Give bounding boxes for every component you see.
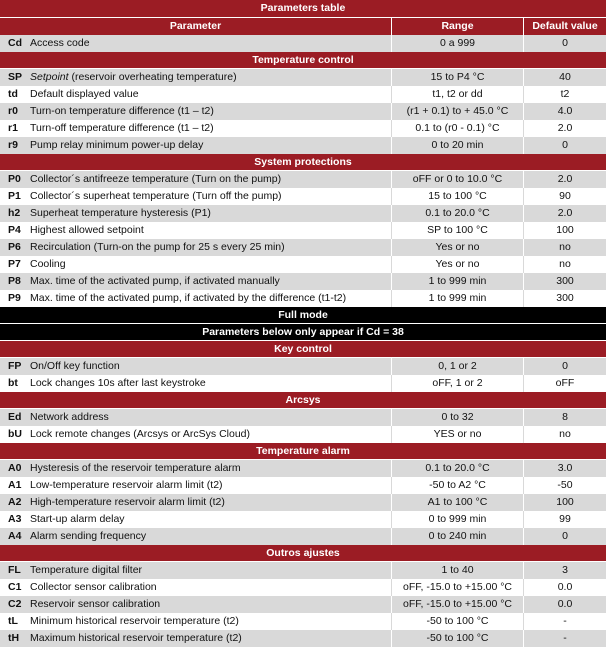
table-row <box>0 239 606 256</box>
parameter-default: -50 <box>523 477 606 494</box>
table-title: Parameters table <box>0 0 606 18</box>
header-parameter: Parameter <box>169 20 222 32</box>
parameter-description: Default displayed value <box>30 88 139 100</box>
parameter-range: 0 to 240 min <box>391 528 523 545</box>
parameter-range: 0.1 to 20.0 °C <box>391 205 523 222</box>
parameter-description <box>27 69 391 86</box>
parameter-range: YES or no <box>391 426 523 443</box>
table-row <box>0 273 606 290</box>
parameter-description: Max. time of the activated pump, if activated by the difference (t1-t2) <box>30 292 347 304</box>
parameter-default: 300 <box>523 290 606 307</box>
section-header <box>0 154 606 171</box>
parameter-range: -50 to A2 °C <box>391 477 523 494</box>
parameter-default: 99 <box>523 511 606 528</box>
parameter-range: 1 to 40 <box>391 562 523 579</box>
parameter-code: tH <box>8 632 20 644</box>
parameter-code: Ed <box>8 411 22 423</box>
parameter-description: Recirculation (Turn-on the pump for 25 s every 25 min) <box>30 241 285 253</box>
table-row <box>0 358 606 375</box>
parameter-description: Collector sensor calibration <box>30 581 157 593</box>
table-row <box>0 205 606 222</box>
parameter-description: Superheat temperature hysteresis (P1) <box>30 207 211 219</box>
section-header <box>0 52 606 69</box>
table-row <box>0 613 606 630</box>
table-row <box>0 35 606 52</box>
parameter-description: Start-up alarm delay <box>30 513 125 525</box>
table-row <box>0 222 606 239</box>
table-row <box>0 171 606 188</box>
parameter-description: Low-temperature reservoir alarm limit (t2) <box>30 479 223 491</box>
table-row <box>0 103 606 120</box>
parameter-default: - <box>523 613 606 630</box>
parameter-code: FP <box>8 360 22 372</box>
parameter-default: 0.0 <box>523 596 606 613</box>
parameter-description: Maximum historical reservoir temperature (t2) <box>30 632 242 644</box>
parameter-description: Highest allowed setpoint <box>30 224 144 236</box>
parameter-range: 0 to 20 min <box>391 137 523 154</box>
parameter-range: 0 to 32 <box>391 409 523 426</box>
parameter-code: P0 <box>8 173 21 185</box>
table-row <box>0 630 606 647</box>
header-range: Range <box>391 18 523 35</box>
parameter-description-text: (reservoir overheating temperature) <box>68 71 237 83</box>
parameter-code: Cd <box>8 37 22 49</box>
parameter-default: 0 <box>523 35 606 52</box>
section-title: Arcsys <box>285 394 321 406</box>
parameter-default: no <box>523 426 606 443</box>
parameter-code: P1 <box>8 190 21 202</box>
parameter-description: On/Off key function <box>30 360 120 372</box>
parameter-range: 0.1 to (r0 - 0.1) °C <box>391 120 523 137</box>
parameter-range: 1 to 999 min <box>391 273 523 290</box>
parameter-code: td <box>8 88 18 100</box>
table-body <box>0 35 606 647</box>
parameter-code: FL <box>8 564 21 576</box>
parameter-code: tL <box>8 615 18 627</box>
parameter-code: r9 <box>8 139 18 151</box>
table-row <box>0 120 606 137</box>
mode-banner <box>0 324 606 341</box>
parameter-description: Alarm sending frequency <box>30 530 147 542</box>
mode-banner <box>0 307 606 324</box>
parameter-description: Cooling <box>30 258 66 270</box>
parameter-description: Collector´s superheat temperature (Turn off the pump) <box>30 190 282 202</box>
parameter-range: 0.1 to 20.0 °C <box>391 460 523 477</box>
parameter-default: 0 <box>523 358 606 375</box>
parameter-description: Turn-off temperature difference (t1 – t2) <box>30 122 214 134</box>
parameter-code: bt <box>8 377 18 389</box>
parameter-range: oFF or 0 to 10.0 °C <box>391 171 523 188</box>
parameter-default: 90 <box>523 188 606 205</box>
parameter-code: A3 <box>8 513 22 525</box>
parameter-description: Temperature digital filter <box>30 564 143 576</box>
table-row <box>0 188 606 205</box>
parameter-range: (r1 + 0.1) to + 45.0 °C <box>391 103 523 120</box>
parameter-code: A0 <box>8 462 22 474</box>
parameter-description: Turn-on temperature difference (t1 – t2) <box>30 105 214 117</box>
parameter-default: 100 <box>523 494 606 511</box>
parameter-description: Pump relay minimum power-up delay <box>30 139 204 151</box>
parameter-range: SP to 100 °C <box>391 222 523 239</box>
parameter-default: 40 <box>523 69 606 86</box>
parameter-code: r0 <box>8 105 18 117</box>
parameter-code: A4 <box>8 530 22 542</box>
table-row <box>0 86 606 103</box>
table-row <box>0 511 606 528</box>
section-header <box>0 341 606 358</box>
section-header <box>0 392 606 409</box>
table-row <box>0 409 606 426</box>
parameter-default: 3 <box>523 562 606 579</box>
parameter-code: A1 <box>8 479 22 491</box>
table-row <box>0 426 606 443</box>
parameter-range: oFF, 1 or 2 <box>391 375 523 392</box>
parameter-range: oFF, -15.0 to +15.00 °C <box>391 579 523 596</box>
parameter-range: Yes or no <box>391 256 523 273</box>
table-row <box>0 137 606 154</box>
parameter-code: P6 <box>8 241 21 253</box>
section-header <box>0 545 606 562</box>
table-row <box>0 256 606 273</box>
parameter-range: t1, t2 or dd <box>391 86 523 103</box>
table-row <box>0 290 606 307</box>
parameter-default: 300 <box>523 273 606 290</box>
parameter-default: 0.0 <box>523 579 606 596</box>
parameter-default: t2 <box>523 86 606 103</box>
parameter-description: Lock changes 10s after last keystroke <box>30 377 206 389</box>
parameter-default: 0 <box>523 528 606 545</box>
parameter-range: A1 to 100 °C <box>391 494 523 511</box>
parameter-code: C1 <box>8 581 22 593</box>
parameter-default: - <box>523 630 606 647</box>
section-title: Outros ajustes <box>266 547 340 559</box>
table-header <box>0 18 606 35</box>
parameter-description: Network address <box>30 411 109 423</box>
parameter-range: 0 a 999 <box>391 35 523 52</box>
table-row <box>0 477 606 494</box>
table-row <box>0 460 606 477</box>
parameter-range: oFF, -15.0 to +15.00 °C <box>391 596 523 613</box>
section-title: Parameters below only appear if Cd = 38 <box>202 326 404 338</box>
parameter-description: High-temperature reservoir alarm limit (t2) <box>30 496 225 508</box>
parameter-default: 2.0 <box>523 171 606 188</box>
section-title: System protections <box>254 156 352 168</box>
table-row <box>0 69 606 86</box>
parameter-range: Yes or no <box>391 239 523 256</box>
table-row <box>0 494 606 511</box>
table-row <box>0 375 606 392</box>
parameter-range: -50 to 100 °C <box>391 613 523 630</box>
parameter-default: 2.0 <box>523 120 606 137</box>
parameter-default: 0 <box>523 137 606 154</box>
parameter-default: 2.0 <box>523 205 606 222</box>
parameter-default: 4.0 <box>523 103 606 120</box>
parameter-code: P4 <box>8 224 21 236</box>
section-header <box>0 443 606 460</box>
table-row <box>0 562 606 579</box>
section-title: Key control <box>274 343 332 355</box>
parameter-default: 3.0 <box>523 460 606 477</box>
parameter-code: SP <box>8 71 23 83</box>
parameter-description: Collector´s antifreeze temperature (Turn on the pump) <box>30 173 282 185</box>
parameter-description: Hysteresis of the reservoir temperature alarm <box>30 462 241 474</box>
section-title: Full mode <box>278 309 328 321</box>
parameter-default: 100 <box>523 222 606 239</box>
parameter-default: no <box>523 239 606 256</box>
section-title: Temperature alarm <box>256 445 350 457</box>
parameter-code: r1 <box>8 122 18 134</box>
parameter-default: 8 <box>523 409 606 426</box>
parameter-description: Reservoir sensor calibration <box>30 598 161 610</box>
parameter-range: -50 to 100 °C <box>391 630 523 647</box>
parameter-description-emphasis: Setpoint <box>30 71 69 83</box>
parameter-code: P8 <box>8 275 21 287</box>
parameter-code: C2 <box>8 598 22 610</box>
parameter-range: 0, 1 or 2 <box>391 358 523 375</box>
parameter-description: Lock remote changes (Arcsys or ArcSys Cloud) <box>30 428 250 440</box>
parameter-code: A2 <box>8 496 22 508</box>
parameter-range: 15 to P4 °C <box>391 69 523 86</box>
section-title: Temperature control <box>252 54 354 66</box>
parameter-range: 1 to 999 min <box>391 290 523 307</box>
table-row <box>0 596 606 613</box>
parameter-default: no <box>523 256 606 273</box>
parameter-range: 0 to 999 min <box>391 511 523 528</box>
parameter-code: bU <box>8 428 22 440</box>
parameter-range: 15 to 100 °C <box>391 188 523 205</box>
parameter-code: P7 <box>8 258 21 270</box>
header-default: Default value <box>523 18 606 35</box>
parameter-code: P9 <box>8 292 21 304</box>
parameter-description: Access code <box>30 37 90 49</box>
parameter-description: Minimum historical reservoir temperature (t2) <box>30 615 239 627</box>
table-row <box>0 579 606 596</box>
parameter-code: h2 <box>8 207 21 219</box>
table-row <box>0 528 606 545</box>
parameter-default: oFF <box>523 375 606 392</box>
parameter-description: Max. time of the activated pump, if activated manually <box>30 275 280 287</box>
